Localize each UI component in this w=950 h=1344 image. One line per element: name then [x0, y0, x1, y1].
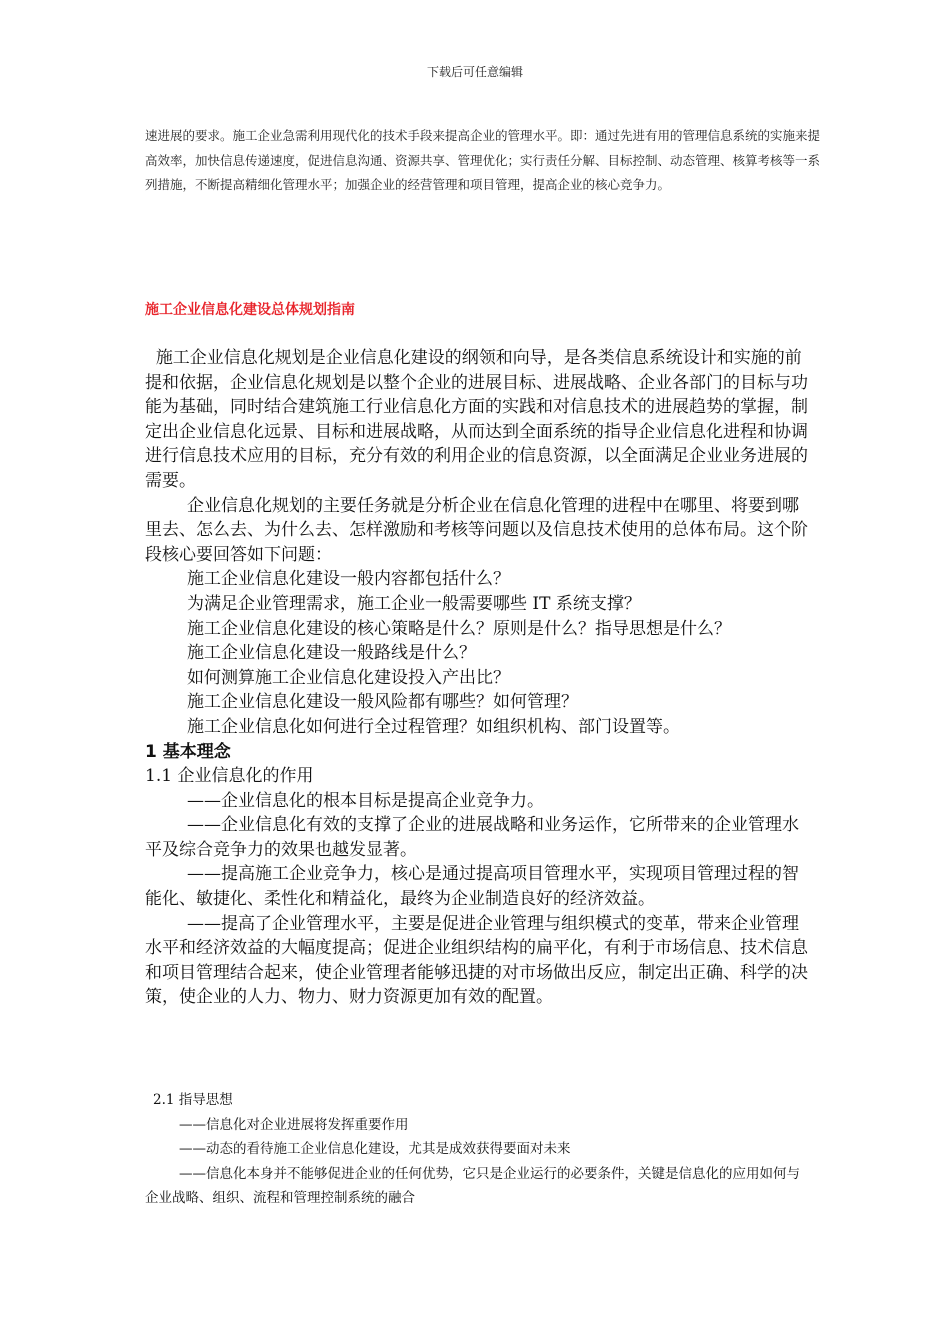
guiding-section [145, 1088, 810, 1211]
question-item: 如何测算施工企业信息化建设投入产出比？ [187, 667, 510, 688]
question-item: 施工企业信息化建设一般内容都包括什么？ [187, 569, 510, 590]
dash-item: ——提高了企业管理水平，主要是促进企业管理与组织模式的变革，带来企业管理水平和经济效益的大幅度提高；促进企业组织结构的扁平化，有利于市场信息、技术信息和项目管理结合起来，使企业管理者能够迅捷的对市场做出反应，制定出正确、科学的决策，使企业的人力、物力、财力资源更加有效的配置。 [145, 913, 808, 1008]
document-title: 施工企业信息化建设总体规划指南 [145, 302, 355, 318]
main-body [145, 346, 811, 1010]
subsection-heading: 1.1 企业信息化的作用 [145, 766, 314, 787]
subsection-heading: 2.1 指导思想 [153, 1092, 233, 1108]
question-item: 为满足企业管理需求，施工企业一般需要哪些 IT 系统支撑？ [187, 593, 641, 614]
paragraph-tasks: 企业信息化规划的主要任务就是分析企业在信息化管理的进程中在哪里、将要到哪里去、怎么去、为什么去、怎样激励和考核等问题以及信息技术使用的总体布局。这个阶段核心要回答如下问题： [145, 495, 808, 565]
paragraph-overview: 施工企业信息化规划是企业信息化建设的纲领和向导，是各类信息系统设计和实施的前提和依据，企业信息化规划是以整个企业的进展目标、进展战略、企业各部门的目标与功能为基础，同时结合建筑施工行业信息化方面的实践和对信息技术的进展趋势的掌握，制定出企业信息化远景、目标和进展战略，从而达到全面系统的指导企业信息化进程和协调进行信息技术应用的目标，充分有效的利用企业的信息资源，以全面满足企业业务进展的需要。 [145, 348, 808, 491]
dash-item: ——信息化对企业进展将发挥重要作用 [179, 1116, 409, 1133]
question-item: 施工企业信息化建设一般路线是什么？ [187, 643, 476, 664]
dash-item: ——企业信息化有效的支撑了企业的进展战略和业务运作，它所带来的企业管理水平及综合竞争力的效果也越发显著。 [145, 815, 799, 860]
dash-item: ——动态的看待施工企业信息化建设，尤其是成效获得要面对未来 [179, 1141, 571, 1157]
question-item: 施工企业信息化建设的核心策略是什么？原则是什么？指导思想是什么？ [187, 618, 731, 639]
dash-item: ——企业信息化的根本目标是提高企业竞争力。 [187, 790, 544, 811]
intro-paragraph: 速进展的要求。施工企业急需利用现代化的技术手段来提高企业的管理水平。即：通过先进有用的管理信息系统的实施来提高效率，加快信息传递速度，促进信息沟通、资源共享、管理优化；实行责任分解、目标控制、动态管理、核算考核等一系列措施，不断提高精细化管理水平；加强企业的经营管理和项目管理，提高企业的核心竞争力。 [145, 128, 821, 192]
question-list [145, 567, 811, 739]
section-heading: 1 基本理念 [145, 741, 231, 762]
question-item: 施工企业信息化如何进行全过程管理？如组织机构、部门设置等。 [187, 716, 680, 737]
page-header: 下载后可任意编辑 [426, 65, 523, 79]
dash-item: ——信息化本身并不能够促进企业的任何优势，它只是企业运行的必要条件，关键是信息化的应用如何与企业战略、组织、流程和管理控制系统的融合 [145, 1165, 800, 1206]
dash-item: ——提高施工企业竞争力，核心是通过提高项目管理水平，实现项目管理过程的智能化、敏捷化、柔性化和精益化，最终为企业制造良好的经济效益。 [145, 864, 799, 910]
question-item: 施工企业信息化建设一般风险都有哪些？如何管理？ [187, 692, 578, 713]
